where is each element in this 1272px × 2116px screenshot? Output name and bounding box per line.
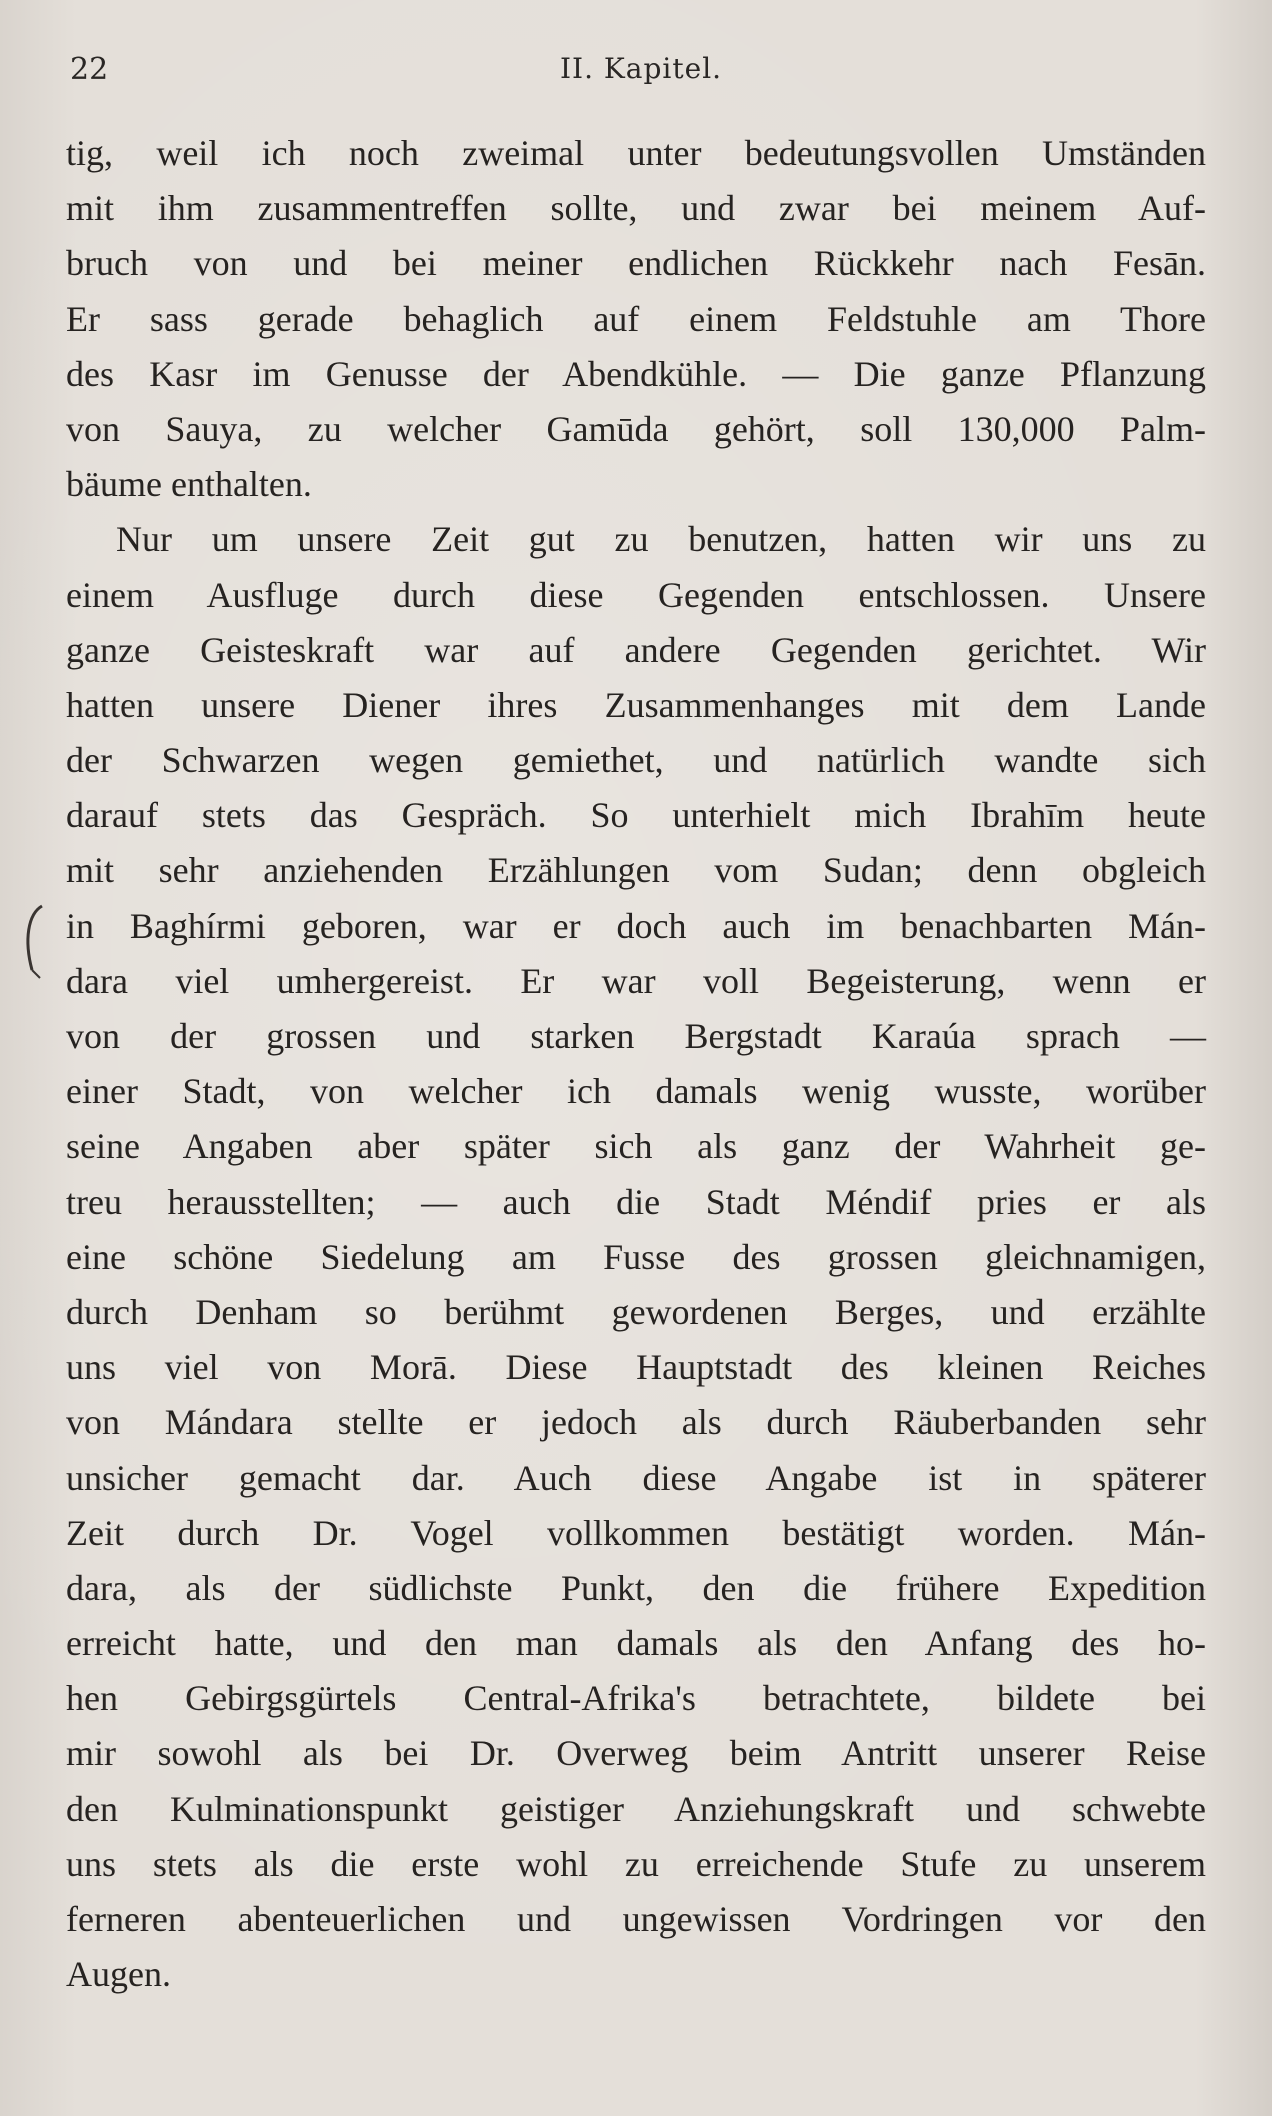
text-line: bäume enthalten. [66,464,312,505]
text-line: einem Ausfluge durch diese Gegenden entschlossen. Unsere [66,574,1206,615]
text-line: Er sass gerade behaglich auf einem Feldstuhle am Thore [66,298,1206,339]
text-line: von Sauya, zu welcher Gamūda gehört, soll 130,000 Palm- [66,408,1206,449]
text-line: ferneren abenteuerlichen und ungewissen Vordringen vor den [66,1899,1206,1939]
paragraph-2 [66,512,1206,2002]
text-line: von der grossen und starken Bergstadt Karaúa sprach — [66,1016,1206,1056]
paragraph-1 [66,126,1206,512]
text-line: einer Stadt, von welcher ich damals wenig wusste, worüber [66,1071,1206,1112]
text-line: mit sehr anziehenden Erzählungen vom Sudan; denn obgleich [66,850,1206,891]
text-line: uns viel von Morā. Diese Hauptstadt des kleinen Reiches [66,1347,1206,1388]
text-line: hatten unsere Diener ihres Zusammenhanges mit dem Lande [66,684,1206,725]
text-line: Nur um unsere Zeit gut zu benutzen, hatten wir uns zu [116,519,1206,560]
text-line: dara viel umhergereist. Er war voll Begeisterung, wenn er [66,960,1206,1001]
running-head: II. Kapitel. [559,52,723,85]
text-line: seine Angaben aber später sich als ganz der Wahrheit ge- [66,1126,1206,1167]
text-line: hen Gebirgsgürtels Central-Afrika's betrachtete, bildete bei [66,1678,1206,1719]
page-number: 22 [70,52,109,87]
text-line: Zeit durch Dr. Vogel vollkommen bestätigt worden. Mán- [66,1512,1206,1553]
page-header [70,52,1212,100]
margin-bracket-mark [18,900,48,980]
text-line: bruch von und bei meiner endlichen Rückkehr nach Fesān. [66,243,1206,284]
text-line: ganze Geisteskraft war auf andere Gegenden gerichtet. Wir [66,629,1206,670]
text-line: uns stets als die erste wohl zu erreichende Stufe zu unserem [66,1843,1206,1884]
text-line: der Schwarzen wegen gemiethet, und natürlich wandte sich [66,740,1206,781]
body-text [66,126,1206,2002]
text-line: mir sowohl als bei Dr. Overweg beim Antritt unserer Reise [66,1733,1206,1774]
text-line: des Kasr im Genusse der Abendkühle. — Die ganze Pflanzung [66,353,1206,394]
text-line: Augen. [66,1954,171,1995]
text-line: unsicher gemacht dar. Auch diese Angabe ist in späterer [66,1457,1206,1498]
text-line: den Kulminationspunkt geistiger Anziehungskraft und schwebte [66,1788,1206,1829]
text-line: darauf stets das Gespräch. So unterhielt mich Ibrahīm heute [66,795,1206,836]
text-line: eine schöne Siedelung am Fusse des grossen gleichnamigen, [66,1236,1206,1277]
text-line: dara, als der südlichste Punkt, den die frühere Expedition [66,1567,1206,1608]
text-line: durch Denham so berühmt gewordenen Berges, und erzählte [66,1291,1206,1332]
text-line: mit ihm zusammentreffen sollte, und zwar bei meinem Auf- [66,188,1206,229]
text-line: tig, weil ich noch zweimal unter bedeutungsvollen Umständen [66,133,1206,173]
text-line: treu herausstellten; — auch die Stadt Méndif pries er als [66,1181,1206,1222]
text-line: erreicht hatte, und den man damals als den Anfang des ho- [66,1623,1206,1664]
text-line: von Mándara stellte er jedoch als durch Räuberbanden sehr [66,1402,1206,1443]
text-line: in Baghírmi geboren, war er doch auch im benachbarten Mán- [66,905,1206,946]
